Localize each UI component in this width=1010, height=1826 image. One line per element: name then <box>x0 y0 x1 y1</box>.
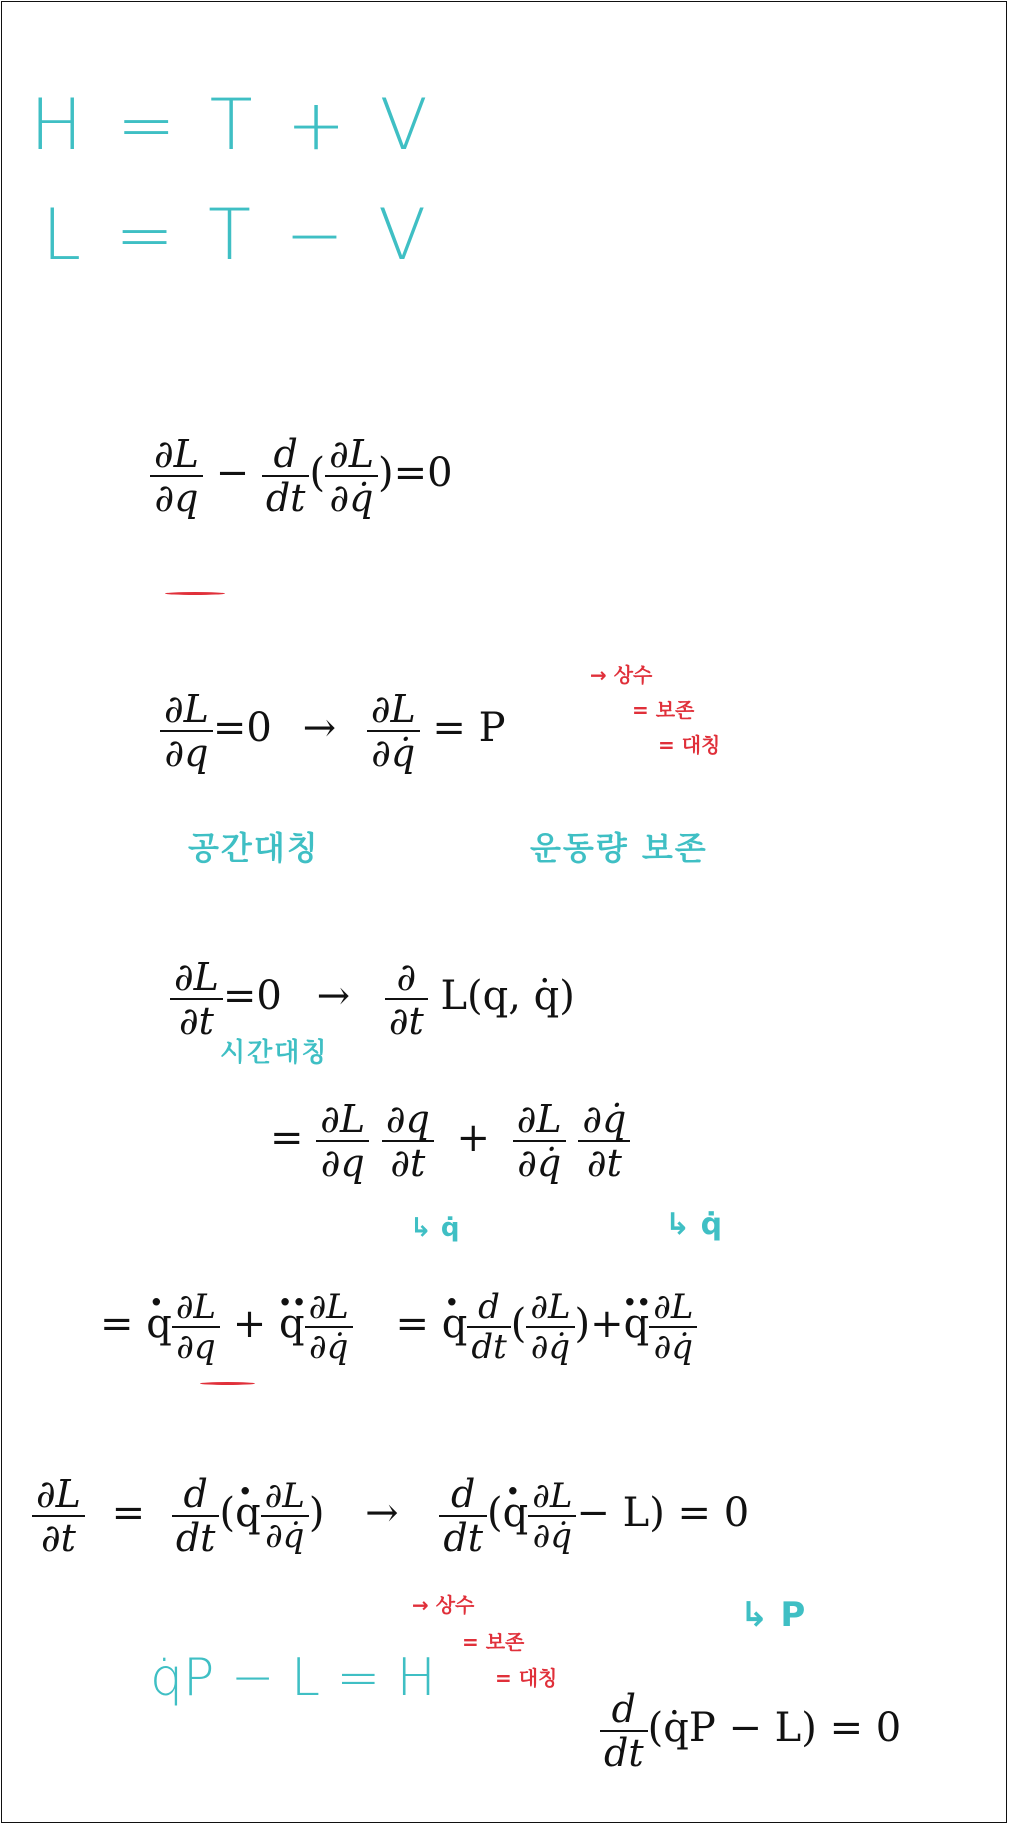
label-space-symmetry: 공간대칭 <box>188 829 320 867</box>
note-conserve-2: = 보존 <box>462 1630 525 1654</box>
lagrangian-definition: L = T − V <box>42 194 432 276</box>
chain-rule-expansion: = $\frac{\partial L}{\partial q}$ $\frac{\partial q}{\partial t}$ + $\frac{\partial L}{\partial q̇}$ $\frac{\partial q̇}{\partial t}$ <box>270 1100 630 1182</box>
note-symmetry-1: = 대칭 <box>658 733 721 757</box>
hamiltonian-definition: H = T + V <box>30 84 434 166</box>
hint-q-dot-1: ↳ q̇ <box>410 1213 460 1243</box>
hint-q-dot-2: ↳ q̇ <box>665 1207 723 1242</box>
red-underline-dq <box>200 1382 255 1385</box>
time-symmetry-equation: $\frac{\partial L}{\partial t}$ =0 → $\frac{\partial}{\partial t}$ L(q, q̇) <box>170 958 575 1040</box>
hamiltonian-result: q̇P − L = H <box>150 1648 436 1708</box>
label-momentum-conservation: 운동량 보존 <box>530 829 708 867</box>
note-conserve-1: = 보존 <box>632 698 695 722</box>
d-dt-operator: $\frac{d}{dt}$ <box>262 435 310 517</box>
dL-dqdot-fraction: $\frac{\partial L}{\partial q̇}$ <box>325 435 378 517</box>
note-symmetry-2: = 대칭 <box>495 1666 558 1690</box>
hint-p: ↳ P <box>740 1595 806 1635</box>
note-constant-1: → 상수 <box>590 663 653 687</box>
dL-dt-equation: $\frac{\partial L}{\partial t}$ = $\frac{d}{dt}$ (· q $\frac{\partial L}{\partial q̇}$ ) → $\frac{d}{dt}$ (· q $\frac{\partial L}{\partial q̇}$ − L) = 0 <box>32 1475 749 1557</box>
substitution-equation: = · q $\frac{\partial L}{\partial q}$ + ·· q $\frac{\partial L}{\partial q̇}$ = · q $\frac{d}{dt}$ ( $\frac{\partial L}{\partial q̇}$ )+·· q $\frac{\partial L}{\partial q̇}$ <box>100 1290 697 1364</box>
euler-lagrange-equation: $\frac{\partial L}{\partial q}$ − $\frac{d}{dt}$ ( $\frac{\partial L}{\partial q̇}$ )=0 <box>150 435 453 517</box>
dL-dq-fraction: $\frac{\partial L}{\partial q}$ <box>150 435 203 517</box>
space-symmetry-equation: $\frac{\partial L}{\partial q}$ =0 → $\frac{\partial L}{\partial q̇}$ = P <box>160 690 506 772</box>
final-conservation-equation: $\frac{d}{dt}$ (q̇P − L) = 0 <box>600 1690 901 1772</box>
red-underline-q <box>165 592 225 595</box>
note-constant-2: → 상수 <box>412 1593 475 1617</box>
label-time-symmetry: 시간대칭 <box>220 1038 329 1068</box>
